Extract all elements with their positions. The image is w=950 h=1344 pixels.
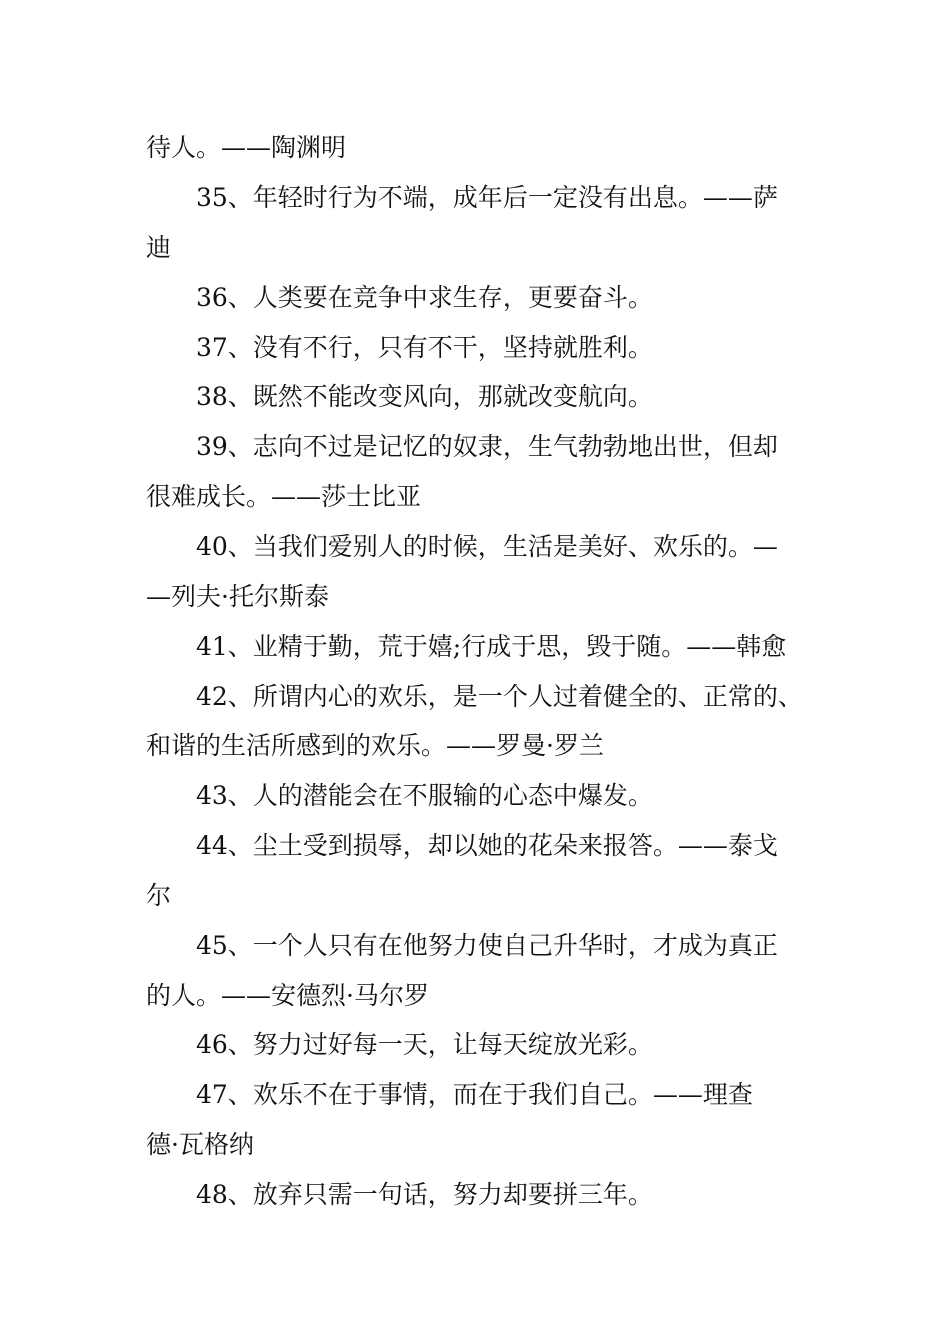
text-line-2: 35、年轻时行为不端，成年后一定没有出息。——萨 <box>196 183 778 212</box>
text-line-14: 43、人的潜能会在不服输的心态中爆发。 <box>196 781 653 810</box>
text-line-1: 待人。——陶渊明 <box>146 133 347 162</box>
text-line-7: 39、志向不过是记忆的奴隶，生气勃勃地出世，但却 <box>196 432 778 461</box>
text-line-13: 和谐的生活所感到的欢乐。——罗曼·罗兰 <box>146 731 604 760</box>
text-line-12: 42、所谓内心的欢乐，是一个人过着健全的、正常的、 <box>196 682 803 711</box>
text-line-10: —列夫·托尔斯泰 <box>146 582 329 611</box>
text-line-6: 38、既然不能改变风向，那就改变航向。 <box>196 382 653 411</box>
text-line-15: 44、尘土受到损辱，却以她的花朵来报答。——泰戈 <box>196 831 778 860</box>
text-line-20: 47、欢乐不在于事情，而在于我们自己。——理查 <box>196 1080 753 1109</box>
text-line-16: 尔 <box>146 881 172 910</box>
text-line-8: 很难成长。——莎士比亚 <box>146 482 422 511</box>
text-line-9: 40、当我们爱别人的时候，生活是美好、欢乐的。— <box>196 532 778 561</box>
text-line-5: 37、没有不行，只有不干，坚持就胜利。 <box>196 333 653 362</box>
text-line-11: 41、业精于勤，荒于嬉;行成于思，毁于随。——韩愈 <box>196 632 787 661</box>
text-line-19: 46、努力过好每一天，让每天绽放光彩。 <box>196 1030 653 1059</box>
text-line-17: 45、一个人只有在他努力使自己升华时，才成为真正 <box>196 931 778 960</box>
text-line-3: 迪 <box>146 233 172 262</box>
text-line-18: 的人。——安德烈·马尔罗 <box>146 981 429 1010</box>
text-line-21: 德·瓦格纳 <box>146 1130 254 1159</box>
text-line-22: 48、放弃只需一句话，努力却要拼三年。 <box>196 1180 653 1209</box>
text-line-4: 36、人类要在竞争中求生存，更要奋斗。 <box>196 283 653 312</box>
